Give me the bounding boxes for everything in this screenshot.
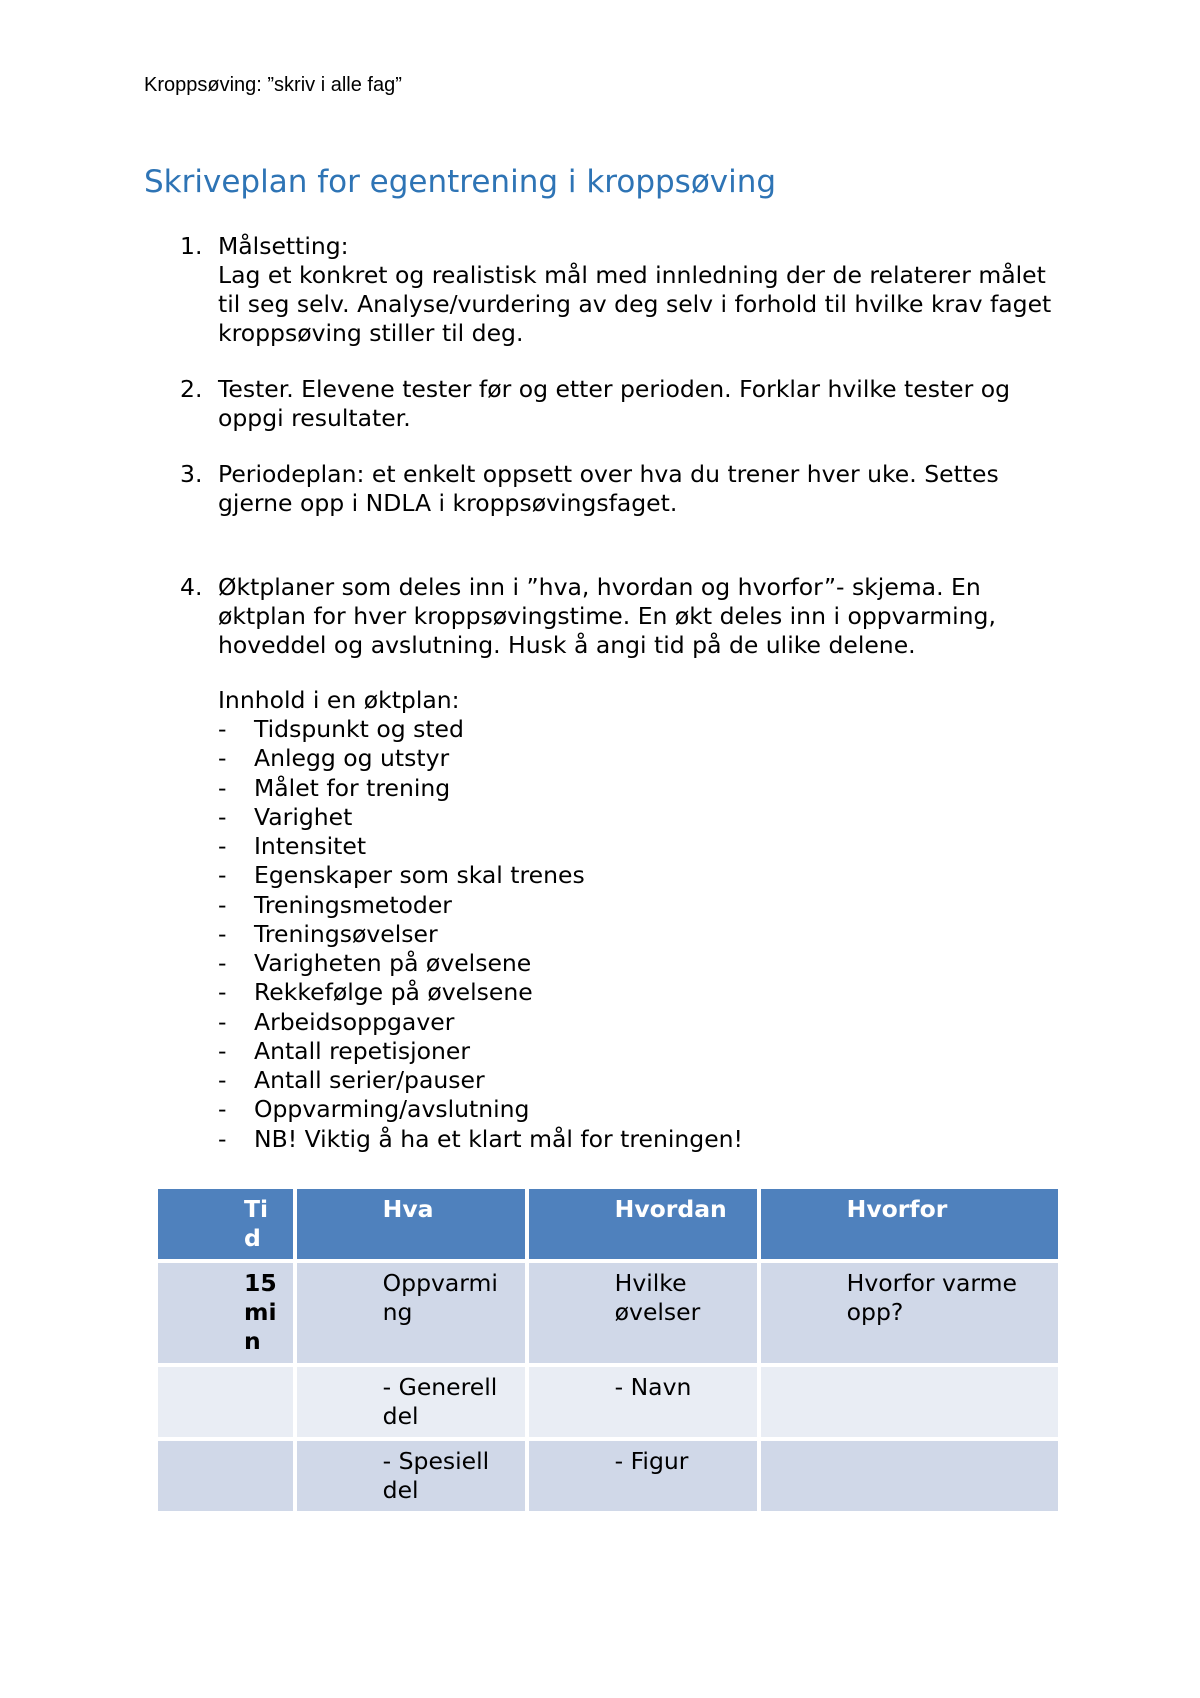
list-number: 2. bbox=[180, 375, 203, 403]
bullet-text: Målet for trening bbox=[254, 773, 451, 802]
column-header-tid bbox=[158, 1189, 293, 1259]
dash-marker: - bbox=[218, 978, 227, 1007]
bullet-text: Tidspunkt og sted bbox=[254, 715, 464, 743]
dash-marker: - bbox=[218, 949, 227, 977]
list-item-text bbox=[218, 232, 1060, 348]
dash-marker: - bbox=[218, 1066, 227, 1094]
dash-marker: - bbox=[218, 1095, 227, 1124]
page-title: Skriveplan for egentrening i kroppsøving bbox=[144, 164, 777, 200]
content-label: Innhold i en øktplan: bbox=[218, 686, 460, 714]
bullet-text: Egenskaper som skal trenes bbox=[254, 861, 585, 890]
table-cell-tid bbox=[158, 1441, 293, 1511]
list-number: 1. bbox=[180, 232, 203, 260]
list-item bbox=[180, 573, 1060, 660]
table-cell-hvorfor bbox=[761, 1441, 1058, 1511]
list-item-text: Periodeplan: et enkelt oppsett over hva du trener hver uke. Settes gjerne opp i NDLA i kroppsøvingsfaget. bbox=[218, 460, 999, 517]
bullet-text: Varighet bbox=[254, 802, 353, 831]
table-cell-hva bbox=[297, 1441, 525, 1511]
table-cell-hvorfor bbox=[761, 1367, 1058, 1437]
table-row bbox=[158, 1263, 1058, 1363]
table-cell-hvordan bbox=[529, 1441, 757, 1511]
dash-marker: - bbox=[218, 861, 227, 890]
list-item-text: Øktplaner som deles inn i ”hva, hvordan og hvorfor”- skjema. En øktplan for hver kroppsøvingstime. En økt deles inn i oppvarming, hoveddel og avslutning. Husk å angi tid på de ulike delene. bbox=[218, 573, 996, 659]
cell-text: Oppvarming bbox=[382, 1269, 498, 1326]
bullet-text: Anlegg og utstyr bbox=[254, 744, 450, 773]
cell-text: - Navn bbox=[614, 1373, 692, 1401]
dash-marker: - bbox=[218, 744, 227, 773]
list-item bbox=[180, 460, 1060, 518]
bullet-text: Treningsmetoder bbox=[254, 890, 452, 919]
dash-marker: - bbox=[218, 773, 227, 802]
list-item-body: Lag et konkret og realistisk mål med innledning der de relaterer målet til seg selv. Analyse/vurdering av deg selv i forhold til hvilke krav faget kroppsøving stiller til deg. bbox=[218, 261, 1052, 347]
bullet-text: Varigheten på øvelsene bbox=[254, 949, 532, 977]
bullet-text: NB! Viktig å ha et klart mål for treningen! bbox=[254, 1124, 743, 1153]
table-cell-hva bbox=[297, 1367, 525, 1437]
column-header-hvordan: Hvordan bbox=[529, 1189, 757, 1259]
dash-marker: - bbox=[218, 890, 227, 919]
table-cell-hvorfor bbox=[761, 1263, 1058, 1363]
bullet-text: Oppvarming/avslutning bbox=[254, 1095, 530, 1124]
list-number: 4. bbox=[180, 573, 203, 601]
cell-text: - Spesiell del bbox=[382, 1447, 490, 1504]
cell-text: - Generell del bbox=[382, 1373, 498, 1430]
bullet-text: Rekkefølge på øvelsene bbox=[254, 978, 533, 1007]
column-header-hva: Hva bbox=[297, 1189, 525, 1259]
dash-marker: - bbox=[218, 919, 227, 948]
dash-marker: - bbox=[218, 802, 227, 831]
column-header-label: Tid bbox=[244, 1195, 269, 1252]
table-cell-hva bbox=[297, 1263, 525, 1363]
cell-text: Hvorfor varme opp? bbox=[846, 1269, 1017, 1326]
column-header-hvorfor: Hvorfor bbox=[761, 1189, 1058, 1259]
bullet-text: Arbeidsoppgaver bbox=[254, 1007, 455, 1036]
cell-text: Hvilke øvelser bbox=[614, 1269, 701, 1326]
bullet-text: Antall repetisjoner bbox=[254, 1036, 470, 1065]
list-item bbox=[180, 375, 1060, 433]
dash-marker: - bbox=[218, 715, 227, 743]
dash-marker: - bbox=[218, 832, 227, 860]
dash-marker: - bbox=[218, 1007, 227, 1036]
dash-marker: - bbox=[218, 1036, 227, 1065]
bullet-text: Intensitet bbox=[254, 832, 367, 860]
table-cell-tid bbox=[158, 1367, 293, 1437]
page-header: Kroppsøving: ”skriv i alle fag” bbox=[144, 74, 402, 96]
cell-text: 15 min bbox=[244, 1269, 277, 1355]
list-item-heading: Målsetting: bbox=[218, 232, 349, 260]
table-cell-tid bbox=[158, 1263, 293, 1363]
table-row bbox=[158, 1441, 1058, 1511]
list-number: 3. bbox=[180, 460, 203, 488]
bullet-text: Antall serier/pauser bbox=[254, 1066, 485, 1094]
cell-text: - Figur bbox=[614, 1447, 689, 1475]
table-header-row bbox=[158, 1189, 1058, 1259]
table-cell-hvordan bbox=[529, 1263, 757, 1363]
table-row bbox=[158, 1367, 1058, 1437]
list-item-text: Tester. Elevene tester før og etter perioden. Forklar hvilke tester og oppgi resultater. bbox=[218, 375, 1011, 432]
session-plan-table bbox=[154, 1185, 1062, 1515]
dash-marker: - bbox=[218, 1124, 227, 1153]
list-item bbox=[180, 232, 1060, 348]
table-cell-hvordan bbox=[529, 1367, 757, 1437]
bullet-text: Treningsøvelser bbox=[254, 919, 438, 948]
